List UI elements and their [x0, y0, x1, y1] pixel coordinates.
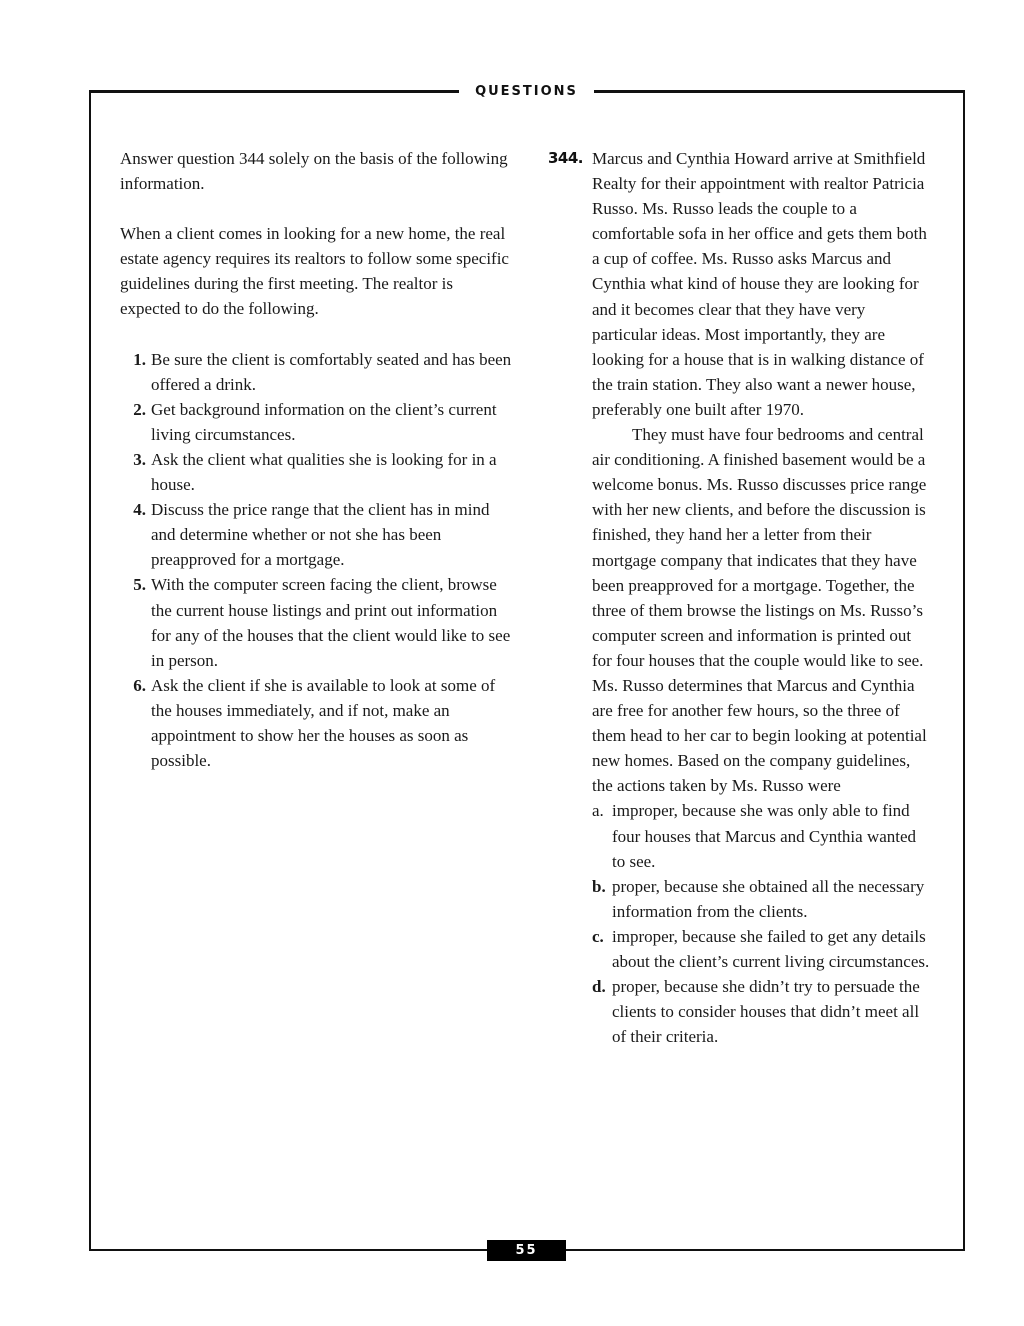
passage-instruction: Answer question 344 solely on the basis of the following information.: [120, 149, 508, 194]
option-letter: c.: [592, 926, 604, 946]
option-text: proper, because she didn’t try to persuade the clients to consider houses that didn’t meet all of their criteria.: [612, 977, 920, 1047]
guideline-number: 3.: [133, 449, 146, 469]
guideline-item: [120, 447, 515, 497]
page-number: 55: [487, 1240, 566, 1261]
option-text: proper, because she obtained all the necessary information from the clients.: [612, 876, 925, 921]
guideline-item: [120, 397, 515, 447]
option-letter: a.: [592, 801, 604, 821]
answer-option-b[interactable]: [592, 874, 933, 924]
guideline-text: Discuss the price range that the client has in mind and determine whether or not she has been preapproved for a mortgage.: [151, 500, 490, 570]
option-text: improper, because she was only able to find four houses that Marcus and Cynthia wanted to see.: [612, 801, 917, 871]
frame-top-rule-left: [89, 90, 459, 93]
guideline-text: Get background information on the client’s current living circumstances.: [151, 399, 497, 444]
option-letter: b.: [592, 876, 606, 896]
guideline-number: 1.: [133, 349, 146, 369]
guideline-text: Ask the client if she is available to look at some of the houses immediately, and if not, make an appointment to show her the houses as soon as possible.: [151, 675, 496, 771]
guideline-item: [120, 497, 515, 572]
guideline-text: With the computer screen facing the client, browse the current house listings and print out information for any of the houses that the client would like to see in person.: [151, 575, 511, 670]
answer-option-d[interactable]: [592, 974, 933, 1049]
option-text: improper, because she failed to get any details about the client’s current living circumstances.: [612, 926, 930, 971]
guideline-number: 2.: [133, 399, 146, 419]
guideline-item: [120, 572, 515, 672]
question-paragraph: They must have four bedrooms and central air conditioning. A finished basement would be a welcome bonus. Ms. Russo discusses price range with her new clients, and before the discussion is finished, they hand her a letter from their mortgage company that indicates that they have been preapproved for a mortgage. Together, the three of them browse the listings on Ms. Russo’s computer screen and information is printed out for four houses that the couple would like to see. Ms. Russo determines that Marcus and Cynthia are free for another few hours, so the three of them head to her car to begin looking at potential new homes. Based on the company guidelines, the actions taken by Ms. Russo were: [592, 425, 927, 796]
question-paragraph: Marcus and Cynthia Howard arrive at Smithfield Realty for their appointment with realtor Patricia Russo. Ms. Russo leads the couple to a comfortable sofa in her office and gets them both a cup of coffee. Ms. Russo asks Marcus and Cynthia what kind of house they are looking for and it becomes clear that they have very particular ideas. Most importantly, they are looking for a house that is in walking distance of the train station. They also want a newer house, preferably one built after 1970.: [592, 149, 927, 419]
passage-text: When a client comes in looking for a new home, the real estate agency requires its realtors to follow some specific guidelines during the first meeting. The realtor is expected to do the following.: [120, 224, 509, 319]
option-letter: d.: [592, 977, 606, 997]
left-column: [120, 146, 515, 773]
section-header: QUESTIONS: [475, 84, 578, 99]
guideline-text: Be sure the client is comfortably seated and has been offered a drink.: [151, 349, 512, 394]
guideline-item: [120, 347, 515, 397]
guideline-number: 4.: [133, 500, 146, 520]
frame-top-rule-right: [594, 90, 965, 93]
answer-option-a[interactable]: [592, 798, 933, 873]
guideline-item: [120, 673, 515, 773]
right-column: [548, 146, 933, 1049]
guideline-text: Ask the client what qualities she is looking for in a house.: [151, 449, 497, 495]
answer-option-c[interactable]: [592, 924, 933, 974]
frame-left-rule: [89, 90, 91, 1251]
question-block: [548, 146, 933, 798]
frame-right-rule: [963, 90, 965, 1251]
guideline-number: 5.: [133, 575, 146, 595]
guideline-number: 6.: [133, 675, 146, 695]
question-number: 344.: [548, 149, 584, 167]
